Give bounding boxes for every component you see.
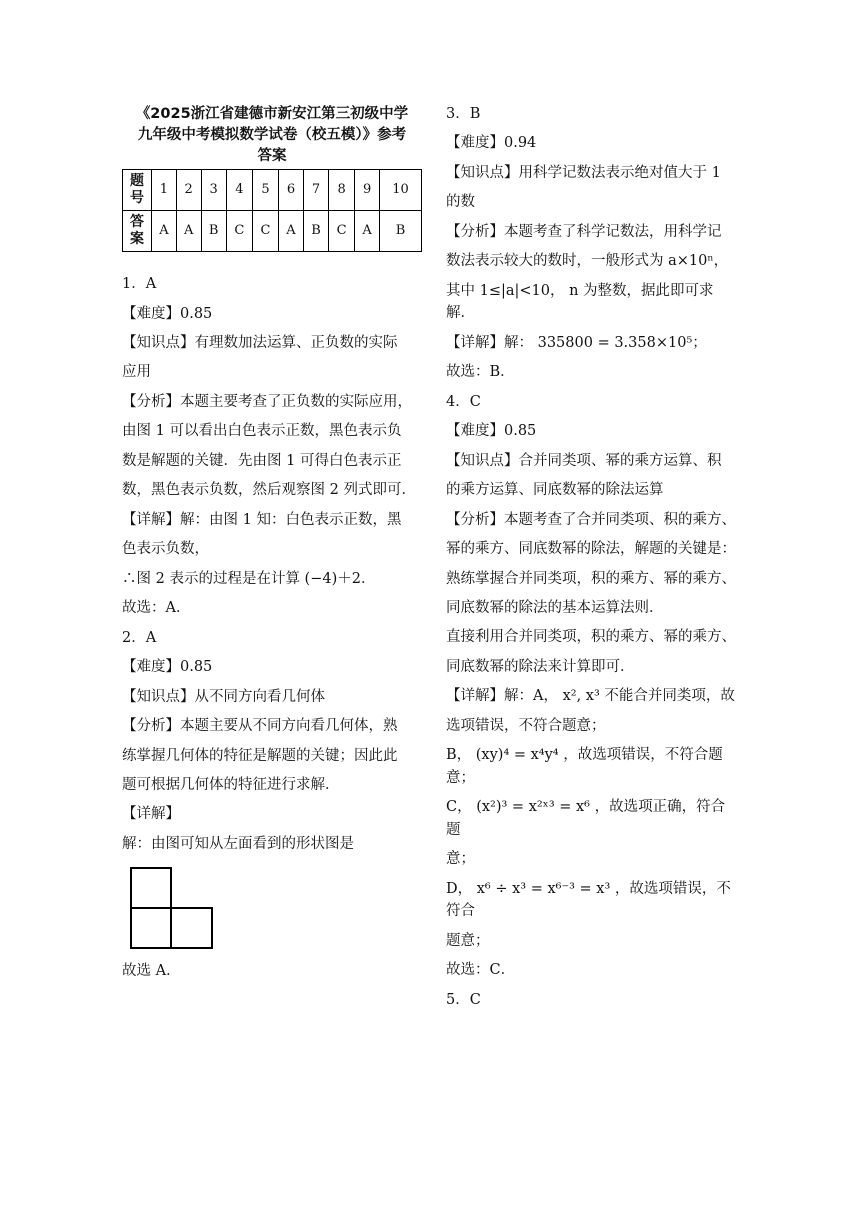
answer-cell: C (329, 211, 355, 252)
solution-line: D， x⁶ ÷ x³ = x⁶⁻³ = x³ ，故选项错误，不符合 (446, 880, 731, 920)
solution-line: 【详解】解：由图 1 知：白色表示正数，黑 (122, 511, 402, 528)
answer-cell: B (303, 211, 328, 252)
question-number: 1．A (122, 276, 157, 293)
solution-line: 意； (446, 851, 475, 868)
number-cell: 8 (329, 170, 355, 211)
solution-line: 【详解】解： 335800 = 3.358×10⁵； (446, 334, 707, 351)
answer-cell: B (201, 211, 226, 252)
number-cell: 5 (252, 170, 278, 211)
number-cell: 2 (176, 170, 201, 211)
number-cell: 1 (152, 170, 177, 211)
number-cell: 10 (380, 170, 422, 211)
answer-cell: C (252, 211, 278, 252)
answer-cell: C (226, 211, 252, 252)
header-cell (123, 211, 152, 252)
analysis-line: 数法表示较大的数时，一般形式为 a×10ⁿ， (446, 253, 729, 270)
number-cell: 6 (279, 170, 304, 211)
difficulty: 【难度】0.85 (446, 423, 537, 440)
analysis-line: 直接利用合并同类项，积的乘方、幂的乘方、 (446, 629, 736, 646)
right-column (446, 100, 738, 1015)
choice-line: 故选：B． (446, 364, 515, 381)
analysis-line: 【分析】本题考查了合并同类项、积的乘方、 (446, 511, 736, 528)
analysis-line: 【分析】本题考查了科学记数法，用科学记 (446, 223, 722, 240)
knowledge-point: 【知识点】用科学记数法表示绝对值大于 1 (446, 164, 721, 181)
answer-table (122, 169, 422, 252)
solution-line: 题意； (446, 932, 490, 949)
solution-line: ∴图 2 表示的过程是在计算 (−4)＋2． (122, 570, 376, 587)
title-line: 九年级中考模拟数学试卷（校五模）》参考 (137, 127, 407, 144)
solution-line: 【详解】解：A， x², x³ 不能合并同类项，故 (446, 688, 735, 705)
page-title (122, 104, 422, 167)
figure-square (131, 908, 171, 948)
answer-cell: A (176, 211, 201, 252)
knowledge-point: 【知识点】从不同方向看几何体 (122, 688, 325, 705)
analysis-line: 【分析】本题主要考查了正负数的实际应用， (122, 393, 412, 410)
answer-cell: B (380, 211, 422, 252)
question-number: 5．C (446, 991, 481, 1008)
knowledge-point: 的乘方运算、同底数幂的除法运算 (446, 482, 664, 499)
table-row (123, 170, 422, 211)
header-cell (123, 170, 152, 211)
figure-square (171, 908, 212, 948)
header-char: 号 (130, 190, 144, 207)
number-cell: 7 (303, 170, 328, 211)
answer-cell: A (279, 211, 304, 252)
choice-line: 故选：C． (446, 962, 516, 979)
figure-square (131, 868, 171, 908)
left-column (122, 100, 422, 987)
question-number: 3．B (446, 106, 481, 122)
number-cell: 3 (201, 170, 226, 211)
analysis-line: 同底数幂的除法的基本运算法则． (446, 599, 664, 616)
question-number: 2．A (122, 629, 157, 646)
solution-line: 选项错误，不符合题意； (446, 717, 606, 734)
answer-cell: A (355, 211, 380, 252)
number-cell: 4 (226, 170, 252, 211)
analysis-line: 数，黑色表示负数，然后观察图 2 列式即可． (122, 482, 416, 499)
knowledge-point: 的数 (446, 194, 475, 211)
left-view-figure (130, 867, 214, 949)
solution-line: B， (xy)⁴ = x⁴y⁴ ，故选项错误，不符合题意； (446, 747, 723, 786)
analysis-line: 其中 1≤|a|<10， n 为整数，据此即可求解． (446, 282, 714, 322)
title-line: 《2025浙江省建德市新安江第三初级中学 (135, 106, 409, 122)
difficulty: 【难度】0.94 (446, 135, 537, 152)
solution-line: 解：由图可知从左面看到的形状图是 (122, 835, 354, 852)
difficulty: 【难度】0.85 (122, 659, 213, 676)
analysis-line: 【分析】本题主要从不同方向看几何体，熟 (122, 718, 398, 735)
difficulty: 【难度】0.85 (122, 305, 213, 322)
number-cell: 9 (355, 170, 380, 211)
analysis-line: 练掌握几何体的特征是解题的关键；因此此 (122, 747, 398, 764)
analysis-line: 熟练掌握合并同类项，积的乘方、幂的乘方、 (446, 570, 736, 587)
solution-heading: 【详解】 (122, 806, 180, 823)
knowledge-point: 应用 (122, 364, 151, 381)
analysis-line: 由图 1 可以看出白色表示正数，黑色表示负 (122, 423, 402, 440)
analysis-line: 同底数幂的除法来计算即可． (446, 658, 635, 675)
table-row (123, 211, 422, 252)
knowledge-point: 【知识点】合并同类项、幂的乘方运算、积 (446, 452, 722, 469)
choice-line: 故选：A． (122, 600, 191, 617)
header-char: 答 (130, 214, 144, 231)
choice-line: 故选 A． (122, 963, 181, 980)
solution-line: 色表示负数， (122, 541, 209, 558)
answer-cell: A (152, 211, 177, 252)
header-char: 案 (130, 231, 144, 248)
analysis-line: 数是解题的关键．先由图 1 可得白色表示正 (122, 452, 402, 469)
analysis-line: 题可根据几何体的特征进行求解． (122, 777, 340, 794)
header-char: 题 (130, 173, 144, 190)
analysis-line: 幂的乘方、同底数幂的除法，解题的关键是： (446, 541, 736, 558)
knowledge-point: 【知识点】有理数加法运算、正负数的实际 (122, 334, 398, 351)
title-line: 答案 (257, 148, 287, 165)
question-number: 4．C (446, 393, 481, 410)
solution-line: C， (x²)³ = x²ˣ³ = x⁶ ，故选项正确，符合题 (446, 799, 726, 838)
